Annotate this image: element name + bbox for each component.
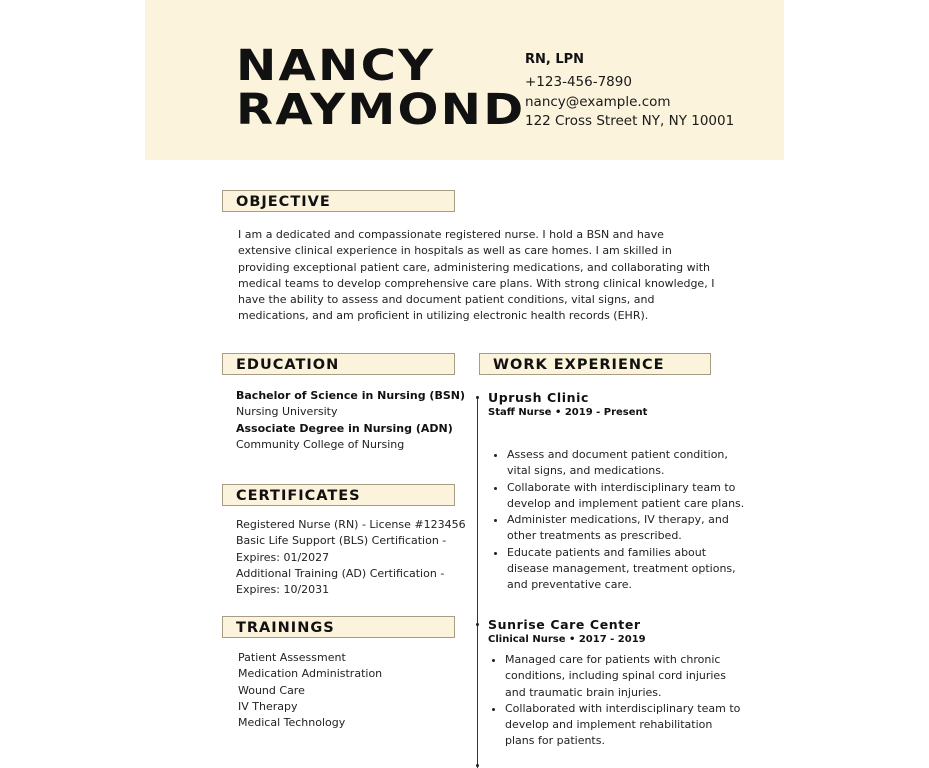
education-list [236,388,466,453]
timeline-line [477,397,478,768]
certificates-list [236,517,476,598]
last-name: RAYMOND [236,85,526,135]
job-bullet: • Collaborate with interdisciplinary team to develop and implement patient care plans. [507,480,745,513]
training-item: IV Therapy [238,699,298,713]
training-item: Patient Assessment [238,651,346,664]
education-heading: EDUCATION [236,357,340,373]
objective-heading: OBJECTIVE [236,194,331,210]
work-heading: WORK EXPERIENCE [493,357,665,373]
certificate-item: Additional Training (AD) Certification - Expires: 10/2031 [236,566,445,597]
job-role: Staff Nurse • 2019 - Present [488,407,648,418]
job-employer: Uprush Clinic [488,390,589,405]
job-bullets [489,447,745,594]
timeline-dot [476,764,479,767]
training-item: Medication Administration [238,667,383,681]
credentials: RN, LPN [525,52,585,67]
job-bullet: • Administer medications, IV therapy, and other treatments as prescribed. [507,512,745,545]
contact-info [525,73,734,132]
certificate-item: Registered Nurse (RN) - License #123456 [236,518,466,531]
certificates-heading-box [222,484,455,506]
education-degree: Associate Degree in Nursing (ADN) [236,421,453,435]
resume-page [145,0,784,768]
timeline-dot [476,396,479,399]
timeline-dot [476,623,479,626]
job-bullet: • Assess and document patient condition, vital signs, and medications. [507,447,745,480]
education-school: Community College of Nursing [236,437,405,451]
job-employer: Sunrise Care Center [488,617,641,632]
training-item: Wound Care [238,683,305,697]
objective-text: I am a dedicated and compassionate registered nurse. I hold a BSN and have extensive clinical experience in hospitals as well as care homes. I am skilled in providing exceptional patient care, administering medications, and collaborating with medical teams to develop comprehensive care plans. With strong clinical knowledge, I have the ability to assess and document patient conditions, vital signs, and medications, and am proficient in utilizing electronic health records (EHR). [238,228,715,323]
job-bullets [487,652,745,750]
trainings-heading: TRAININGS [236,620,335,636]
work-heading-box [479,353,711,375]
objective-heading-box [222,190,455,212]
job-role: Clinical Nurse • 2017 - 2019 [488,634,646,645]
first-name: NANCY [236,41,436,91]
trainings-list [238,650,458,731]
education-school: Nursing University [236,405,338,419]
education-heading-box [222,353,455,375]
education-degree: Bachelor of Science in Nursing (BSN) [236,389,466,402]
job-bullet: • Educate patients and families about disease management, treatment options, and preventative care. [507,545,745,594]
job-bullet: • Collaborated with interdisciplinary team to develop and implement rehabilitation plans for patients. [505,701,745,750]
certificates-heading: CERTIFICATES [236,488,361,504]
job-bullet: • Managed care for patients with chronic conditions, including spinal cord injuries and traumatic brain injuries. [505,652,745,701]
email: nancy@example.com [525,93,671,110]
address: 122 Cross Street NY, NY 10001 [525,113,735,129]
candidate-name [236,41,526,135]
trainings-heading-box [222,616,455,638]
resume-header [145,0,784,160]
certificate-item: Basic Life Support (BLS) Certification - Expires: 01/2027 [236,534,447,564]
phone: +123-456-7890 [525,74,632,90]
training-item: Medical Technology [238,716,346,730]
